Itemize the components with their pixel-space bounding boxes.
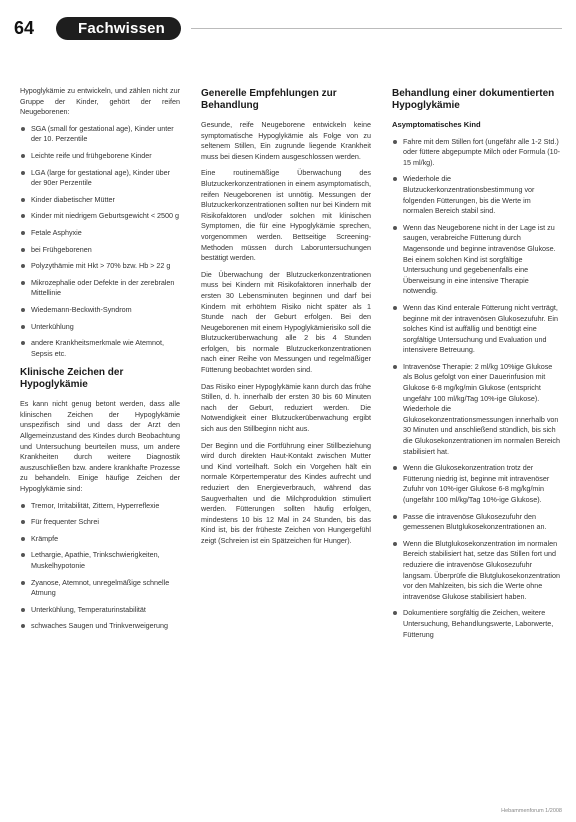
paragraph: Der Beginn und die Fortführung einer Stillbeziehung wird durch direkten Haut-Kontakt zwischen Mutter und Kind vorteilhaft. Solch ein Vorgehen hält ein normale Körpertemperatur des Kindes aufrecht und reduziert den Energieverbrauch, während das Saugverhalten und die Milchproduktion stimuliert werden. Fütterungen sollten häufig erfolgen, mindestens 10 bis 12 Mal in 24 Stunden, bis das Kind ist, bis der früheste Zeichen von Hungergefühl zeigt (Schreien ist ein Spätzeichen für Hunger). [201,440,371,545]
page-number: 64 [14,17,35,38]
list-item: Kinder diabetischer Mütter [20,195,180,206]
list-item: Unterkühlung, Temperaturinstabilität [20,605,180,616]
page-footer: Hebammenforum 1/2008 [501,808,562,814]
paragraph: Die Überwachung der Blutzuckerkonzentrationen muss bei Kindern mit Risikofaktoren innerhalb der ersten 30 Lebensminuten beginnen und darf bei Kindern mit erhöhtem Risiko nicht später als 1 Stunde nach der Geburt erfolgen. Bei den Neugeborenen mit einem Hypoglykämierisiko soll die Blutzuckerüberwachung alle 2 bis 4 Stunden erfolgen, bis normale Blutzuckerkonzentrationen nach einer Reihe von Messungen und regelmäßiger Fütterung beobachtet worden sind. [201,269,371,375]
list-item: Polyzythämie mit Hkt > 70% bzw. Hb > 22 g [20,261,180,272]
list-item: Leichte reife und frühgeborene Kinder [20,151,180,162]
list-item: Für frequenter Schrei [20,517,180,528]
list-item: Dokumentiere sorgfältig die Zeichen, weitere Untersuchung, Behandlungswerte, Laborwerte, Fütterung [392,608,562,640]
page-header [14,14,562,42]
list-item: bei Frühgeborenen [20,245,180,256]
list-item: Zyanose, Atemnot, unregelmäßige schnelle Atmung [20,578,180,599]
list-item: andere Krankheitsmerkmale wie Atemnot, Sepsis etc. [20,338,180,359]
list-item: Wenn das Neugeborene nicht in der Lage ist zu saugen, verabreiche Fütterung durch Magensonde und beginne intravenöse Glukose. Bei einem solchen Kind ist sorgfältige Untersuchung und gegebenenfalls eine Überweisung in eine intensive Therapie notwendig. [392,223,562,297]
list-item: Mikrozephalie oder Defekte in der zerebralen Mittellinie [20,278,180,299]
column-1 [20,86,180,640]
list-item: Wenn die Glukosekonzentration trotz der Fütterung niedrig ist, beginne mit intravenöser Zufuhr von 10%-iger Glukose 6-8 mg/kg/min (ungefähr 100 ml/kg/Tag 10%-ige Glukose). [392,463,562,505]
list-item: Kinder mit niedrigem Geburtsgewicht < 2500 g [20,211,180,222]
section-heading: Generelle Empfehlungen zur Behandlung [201,88,337,111]
list-item: Lethargie, Apathie, Trinkschwierigkeiten, Muskelhypotonie [20,550,180,571]
list-item: Passe die intravenöse Glukosezufuhr den gemessenen Blutglukosekonzentrationen an. [392,512,562,533]
header-rule [191,28,562,29]
section-heading: Behandlung einer dokumentierten Hypoglykämie [392,88,555,111]
list-item: Tremor, Irritabilität, Zittern, Hyperreflexie [20,501,180,512]
list-item: LGA (large for gestational age), Kinder über der 90er Perzentile [20,168,180,189]
paragraph: Eine routinemäßige Überwachung des Blutzuckerkonzentrationen in einem asymptomatisch, reifen Neugeborenen ist unnötig. Messungen der Blutzuckerkonzentrationen sollten nur bei Kindern mit Risikofaktoren und/oder solchen mit klinischen Symptomen, die für eine Hypoglykämie sprechen, vorgenommen werden. Bettseitige Screening-Methoden müssen durch Laboruntersuchungen bestätigt werden. [201,168,371,263]
list-item: SGA (small for gestational age), Kinder unter der 10. Perzentile [20,124,180,145]
list-item: Krämpfe [20,534,180,545]
column-2 [201,86,371,553]
list-item: Unterkühlung [20,322,180,333]
list-item: Wenn das Kind enterale Fütterung nicht verträgt, beginne mit der intravenösen Glukosezufuhr. Ein solches Kind ist auffällig und benötigt eine sorgfältige Untersuchung und Evaluation und intensivere Betreuung. [392,303,562,356]
list-item: Intravenöse Therapie: 2 ml/kg 10%ige Glukose als Bolus gefolgt von einer Dauerinfusion mit Glukose 6-8 mg/kg/min Glukose (entspricht ungefähr 100 ml/kg/Tag 10%-ige Glukose). Wiederhole die Glukosekonzentrationsmessungen innerhalb von 30 Minuten und anschließend stündlich, bis sich die Glukosekonzentrationen im normalen Bereich stabilisiert hat. [392,362,562,457]
list-item: Fahre mit dem Stillen fort (ungefähr alle 1-2 Std.) oder füttere abgepumpte Milch oder Formula (10-15 ml/kg). [392,137,562,169]
risk-factor-list [20,124,180,360]
list-item: schwaches Saugen und Trinkverweigerung [20,621,180,632]
column-3 [392,86,562,648]
column-1-intro: Hypoglykämie zu entwickeln, und zählen nicht zur Gruppe der Kinder, gehört der reifen Neugeborenen: [20,86,180,117]
list-item: Wiederhole die Blutzuckerkonzentrationsbestimmung vor folgenden Fütterungen, bis die Werte im normalen Bereich stabil sind. [392,174,562,216]
treatment-list [392,137,562,641]
subheading: Asymptomatisches Kind [392,120,481,129]
section-heading: Klinische Zeichen der Hypoglykämie [20,367,124,391]
paragraph: Das Risiko einer Hypoglykämie kann durch das frühe Stillen, d. h. innerhalb der ersten 30 bis 60 Minuten nach der Geburt, reduziert werden. Die Notwendigkeit einer Blutzuckerüberwachung ergibt sich aus den Stillbeginn nicht aus. [201,381,371,434]
paragraph: Gesunde, reife Neugeborene entwickeln keine symptomatische Hypoglykämie als Folge von zu seltenem Stillen, Ein zugrunde liegende Krankheit muss bei diesen Kindern ausgeschlossen werden. [201,120,371,161]
list-item: Fetale Asphyxie [20,228,180,239]
section-label: Fachwissen [56,17,181,40]
clinical-signs-list [20,501,180,632]
list-item: Wiedemann-Beckwith-Syndrom [20,305,180,316]
list-item: Wenn die Blutglukosekonzentration im normalen Bereich stabilisiert hat, setze das Stillen fort und reduziere die intravenöse Glukosezufuhr langsam. Überprüfe die Blutglukosekonzentration vor den Mahlzeiten, bis sich die Werte ohne intravenöse Glukose stabilisiert haben. [392,539,562,603]
paragraph: Es kann nicht genug betont werden, dass alle klinischen Zeichen der Hypoglykämie unspezifisch sind und dass der Arzt den Allgemeinzustand des Kindes durch Beobachtung und Untersuchung beurteilen muss, um andere Krankheiten durch weitere Diagnostik auszuschließen bzw. andere krankhafte Prozesse zu behandeln. Einige häufige Zeichen der Hypoglykämie sind: [20,399,180,494]
